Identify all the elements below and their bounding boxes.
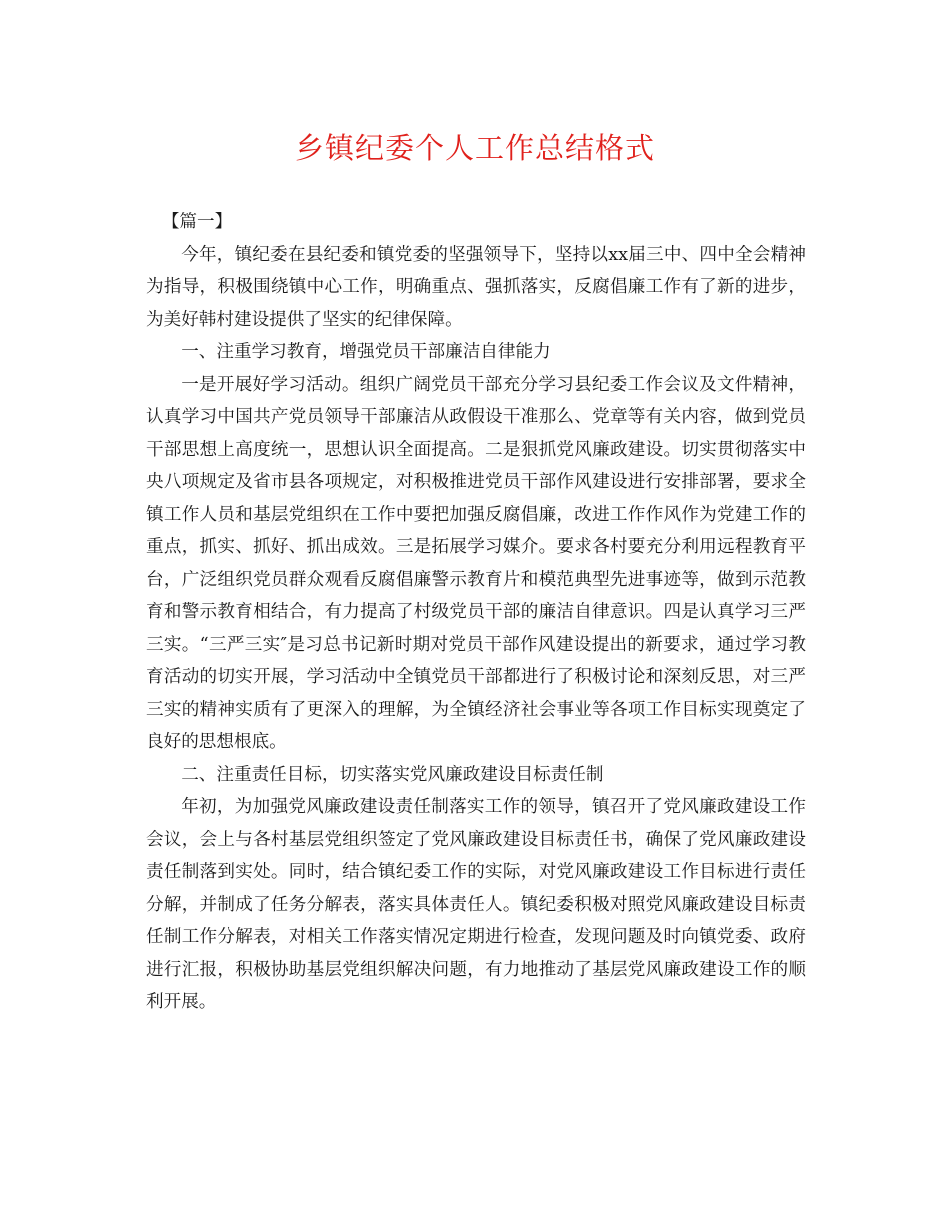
body-paragraph-one: 一是开展好学习活动。组织广阔党员干部充分学习县纪委工作会议及文件精神，认真学习中国共产党员领导干部廉洁从政假设干准那么、党章等有关内容，做到党员干部思想上高度统一，思想认识全面提高。二是狠抓党风廉政建设。切实贯彻落实中央八项规定及省市县各项规定，对积极推进党员干部作风建设进行安排部署，要求全镇工作人员和基层党组织在工作中要把加强反腐倡廉，改进工作作风作为党建工作的重点，抓实、抓好、抓出成效。三是拓展学习媒介。要求各村要充分利用远程教育平台，广泛组织党员群众观看反腐倡廉警示教育片和模范典型先进事迹等，做到示范教育和警示教育相结合，有力提高了村级党员干部的廉洁自律意识。四是认真学习三严三实。“三严三实″是习总书记新时期对党员干部作风建设提出的新要求，通过学习教育活动的切实开展，学习活动中全镇党员干部都进行了积极讨论和深刻反思，对三严三实的精神实质有了更深入的理解，为全镇经济社会事业等各项工作目标实现奠定了良好的思想根底。	[146, 374, 806, 752]
document-body	[146, 206, 806, 1019]
heading-one: 一、注重学习教育，增强党员干部廉洁自律能力	[181, 342, 551, 362]
intro-paragraph: 今年，镇纪委在县纪委和镇党委的坚强领导下，坚持以xx届三中、四中全会精神为指导，积极围绕镇中心工作，明确重点、强抓落实，反腐倡廉工作有了新的进步，为美好韩村建设提供了坚实的纪律保障。	[146, 244, 806, 330]
document-title: 乡镇纪委个人工作总结格式	[294, 131, 655, 165]
heading-two: 二、注重责任目标，切实落实党风廉政建设目标责任制	[181, 764, 604, 785]
section-label: 【篇一】	[161, 212, 233, 232]
body-paragraph-two: 年初，为加强党风廉政建设责任制落实工作的领导，镇召开了党风廉政建设工作会议，会上与各村基层党组织签定了党风廉政建设目标责任书，确保了党风廉政建设责任制落到实处。同时，结合镇纪委工作的实际，对党风廉政建设工作目标进行责任分解，并制成了任务分解表，落实具体责任人。镇纪委积极对照党风廉政建设目标责任制工作分解表，对相关工作落实情况定期进行检查，发现问题及时向镇党委、政府进行汇报，积极协助基层党组织解决问题，有力地推动了基层党风廉政建设工作的顺利开展。	[146, 797, 806, 1012]
